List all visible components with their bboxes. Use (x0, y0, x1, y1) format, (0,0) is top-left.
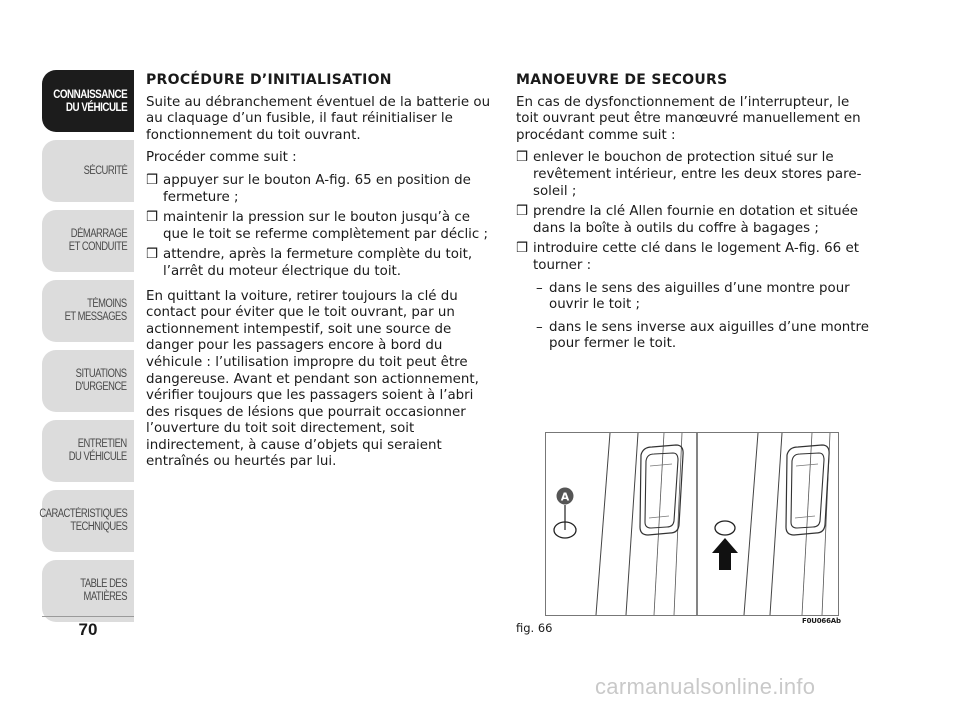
list-item-text: attendre, après la fermeture complète du toit, l’arrêt du moteur électrique du toit. (163, 247, 473, 279)
tab-label: DÉMARRAGE ET CONDUITE (68, 228, 127, 253)
checkbox-bullet-icon: ❒ (146, 172, 159, 188)
checkbox-bullet-icon: ❒ (516, 241, 529, 257)
checkbox-bullet-icon: ❒ (516, 204, 529, 220)
sub-list-item (516, 320, 872, 353)
section-sidebar (38, 70, 134, 630)
tab-label: SITUATIONS D'URGENCE (75, 368, 127, 393)
tab-securite[interactable] (42, 140, 134, 202)
dash-bullet-icon: – (536, 319, 543, 335)
tab-label: CONNAISSANCE DU VÉHICULE (53, 87, 127, 114)
figure-66 (545, 432, 839, 616)
list-item (516, 150, 872, 200)
list-item (516, 204, 872, 237)
list-item-text: introduire cette clé dans le logement A-fig. 66 et tourner : (533, 241, 859, 273)
list-item-text: prendre la clé Allen fournie en dotation et située dans la boîte à outils du coffre à bagages ; (533, 204, 859, 236)
tab-label: TABLE DES MATIÈRES (80, 578, 127, 603)
list-item (146, 173, 492, 206)
handle-recess-right (786, 445, 829, 535)
checkbox-bullet-icon: ❒ (146, 210, 159, 226)
section-heading: PROCÉDURE D’INITIALISATION (146, 72, 392, 88)
sub-list-item-text: dans le sens inverse aux aiguilles d’une montre pour fermer le toit. (549, 319, 869, 352)
section-heading: MANOEUVRE DE SECOURS (516, 72, 728, 88)
tab-temoins-messages[interactable] (42, 280, 134, 342)
tab-entretien-vehicule[interactable] (42, 420, 134, 482)
handle-recess-left (640, 445, 683, 535)
arrow-up-icon (712, 538, 738, 570)
list-item (146, 210, 492, 243)
roof-panel-illustration (546, 433, 838, 615)
list-item-text: maintenir la pression sur le bouton jusqu’à ce que le toit se referme complètement par déclic ; (163, 210, 489, 242)
tab-demarrage-conduite[interactable] (42, 210, 134, 272)
list-item-text: enlever le bouchon de protection situé sur le revêtement intérieur, entre les deux stores pare-soleil ; (533, 150, 862, 199)
page-number: 70 (78, 620, 98, 639)
dash-bullet-icon: – (536, 280, 543, 296)
checkbox-bullet-icon: ❒ (146, 247, 159, 263)
protective-cap (715, 521, 735, 535)
warning-paragraph: En quittant la voiture, retirer toujours la clé du contact pour éviter que le toit ouvrant, par un actionnement intempestif, soit une source de danger pour les passagers encore à bord du véhicule : l’utilisation impropre du toit peut être dangereuse. Avant et pendant son actionnement, vérifier toujours que les passagers soient à l’abri des risques de lésions que pourrait occasionner l’ouverture du toit soit directement, soit indirectement, à cause d’objets qui seraient entraînés ou heurtés par lui. (146, 288, 479, 470)
sub-list-item-text: dans le sens des aiguilles d’une montre pour ouvrir le toit ; (549, 280, 850, 313)
tab-situations-urgence[interactable] (42, 350, 134, 412)
tab-table-matieres[interactable] (42, 560, 134, 622)
intro-paragraph: En cas de dysfonctionnement de l’interrupteur, le toit ouvrant peut être manœuvré manuellement en procédant comme suit : (516, 94, 861, 143)
list-item-text: appuyer sur le bouton A-fig. 65 en position de fermeture ; (163, 172, 471, 205)
checkbox-bullet-icon: ❒ (516, 150, 529, 166)
list-item (146, 247, 492, 280)
callout-a-label: A (560, 490, 570, 504)
sidebar-divider (42, 616, 134, 617)
tab-caracteristiques-techniques[interactable] (38, 490, 134, 552)
tab-label: SÉCURITÉ (83, 164, 127, 177)
sub-list-item (516, 281, 872, 314)
tab-connaissance-vehicule[interactable] (42, 70, 134, 132)
list-item (516, 241, 872, 274)
intro-paragraph: Suite au débranchement éventuel de la batterie ou au claquage d’un fusible, il faut réinitialiser le fonctionnement du toit ouvrant. (146, 94, 491, 143)
emergency-section (516, 72, 872, 359)
figure-caption: fig. 66 (516, 621, 553, 635)
lead-paragraph: Procéder comme suit : (146, 150, 297, 166)
tab-label: TÉMOINS ET MESSAGES (64, 298, 127, 323)
allen-key-socket (554, 488, 576, 539)
figure-code: F0U066Ab (802, 617, 841, 625)
tab-label: CARACTÉRISTIQUES TECHNIQUES (38, 508, 127, 533)
initialization-section (146, 72, 492, 477)
tab-label: ENTRETIEN DU VÉHICULE (68, 438, 127, 463)
watermark-link[interactable]: carmanualsonline.info (595, 674, 816, 699)
